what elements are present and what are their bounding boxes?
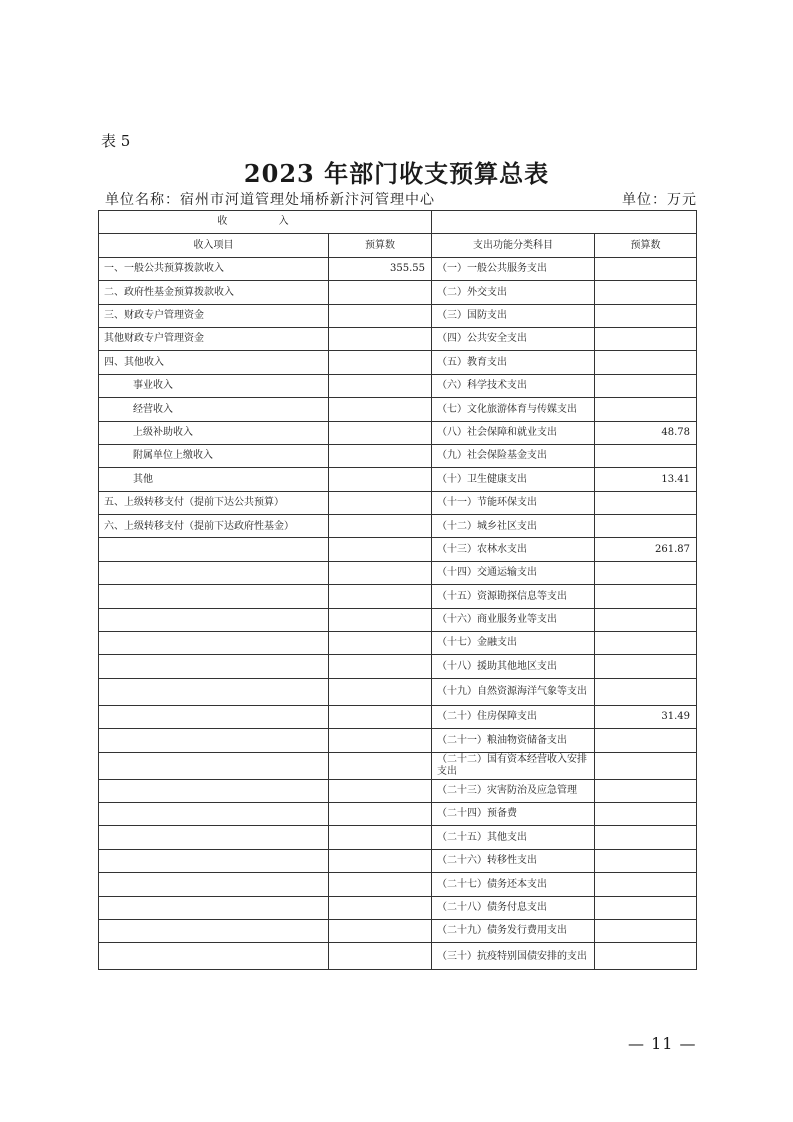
expense-item-cell: （十四）交通运输支出	[432, 561, 595, 584]
expense-item-cell: （十）卫生健康支出	[432, 468, 595, 491]
page-title: 2023 年部门收支预算总表	[243, 159, 550, 188]
expense-item-cell: （十三）农林水支出	[432, 538, 595, 561]
income-item-cell: 五、上级转移支付（提前下达公共预算）	[99, 491, 329, 514]
table-row	[99, 873, 697, 896]
table-row	[99, 398, 697, 421]
income-value-cell	[329, 561, 432, 584]
income-value-cell	[329, 919, 432, 942]
expense-value-cell	[595, 849, 697, 872]
expense-item-cell: （二）外交支出	[432, 281, 595, 304]
income-value-cell	[329, 705, 432, 728]
table-row	[99, 515, 697, 538]
expense-item-cell: （五）教育支出	[432, 351, 595, 374]
expense-value-cell	[595, 729, 697, 752]
table-group-header	[99, 211, 697, 234]
expense-value-cell	[595, 585, 697, 608]
income-item-cell	[99, 943, 329, 970]
table-row	[99, 374, 697, 397]
income-item-cell: 一、一般公共预算拨款收入	[99, 257, 329, 280]
income-value-cell	[329, 515, 432, 538]
expense-value-cell	[595, 896, 697, 919]
expense-value-cell	[595, 779, 697, 802]
table-row	[99, 632, 697, 655]
income-value-cell	[329, 304, 432, 327]
income-value-cell	[329, 655, 432, 678]
expense-value-cell	[595, 351, 697, 374]
expense-value-cell	[595, 943, 697, 970]
expense-item-cell: （二十二）国有资本经营收入安排支出	[432, 752, 595, 779]
income-value-cell	[329, 802, 432, 825]
income-item-cell: 经营收入	[99, 398, 329, 421]
expense-item-cell: （四）公共安全支出	[432, 327, 595, 350]
table-row	[99, 281, 697, 304]
income-value-cell	[329, 826, 432, 849]
income-value-cell	[329, 632, 432, 655]
income-item-cell	[99, 561, 329, 584]
income-value-cell	[329, 729, 432, 752]
table-row	[99, 351, 697, 374]
expense-item-cell: （九）社会保险基金支出	[432, 444, 595, 467]
table-row	[99, 257, 697, 280]
expense-value-cell: 31.49	[595, 705, 697, 728]
expense-item-cell: （十二）城乡社区支出	[432, 515, 595, 538]
income-item-cell	[99, 752, 329, 779]
income-item-cell: 二、政府性基金预算拨款收入	[99, 281, 329, 304]
income-value-cell	[329, 327, 432, 350]
expense-value-cell	[595, 374, 697, 397]
table-row	[99, 705, 697, 728]
expense-value-cell	[595, 678, 697, 705]
income-value-cell	[329, 281, 432, 304]
income-item-cell	[99, 678, 329, 705]
expense-value-cell	[595, 752, 697, 779]
income-value-cell	[329, 678, 432, 705]
income-item-cell	[99, 849, 329, 872]
expense-value-cell	[595, 655, 697, 678]
income-item-cell: 三、财政专户管理资金	[99, 304, 329, 327]
table-row	[99, 468, 697, 491]
income-value-cell	[329, 943, 432, 970]
income-item-cell: 附属单位上缴收入	[99, 444, 329, 467]
expense-value-cell: 48.78	[595, 421, 697, 444]
income-value-cell	[329, 468, 432, 491]
expense-value-cell	[595, 398, 697, 421]
expense-item-cell: （三）国防支出	[432, 304, 595, 327]
income-item-cell: 四、其他收入	[99, 351, 329, 374]
income-value-cell	[329, 896, 432, 919]
expense-value-cell	[595, 257, 697, 280]
income-item-cell	[99, 729, 329, 752]
expense-item-cell: （三十）抗疫特别国债安排的支出	[432, 943, 595, 970]
expense-value-cell	[595, 444, 697, 467]
expense-item-cell: （二十四）预备费	[432, 802, 595, 825]
income-value-cell	[329, 849, 432, 872]
income-value-cell	[329, 538, 432, 561]
table-row	[99, 491, 697, 514]
expense-item-cell: （二十三）灾害防治及应急管理	[432, 779, 595, 802]
expense-value-cell	[595, 873, 697, 896]
page-number: — 11 —	[628, 1034, 697, 1053]
table-row	[99, 444, 697, 467]
income-item-cell	[99, 919, 329, 942]
expense-value-cell: 13.41	[595, 468, 697, 491]
income-value-cell	[329, 608, 432, 631]
expense-item-cell: （一）一般公共服务支出	[432, 257, 595, 280]
income-item-cell: 六、上级转移支付（提前下达政府性基金）	[99, 515, 329, 538]
expense-item-cell: （十六）商业服务业等支出	[432, 608, 595, 631]
expense-value-cell	[595, 802, 697, 825]
table-row	[99, 919, 697, 942]
expense-item-cell: （二十一）粮油物资储备支出	[432, 729, 595, 752]
expense-value-cell	[595, 327, 697, 350]
expense-value-cell: 261.87	[595, 538, 697, 561]
income-item-cell	[99, 655, 329, 678]
expense-item-cell: （二十八）债务付息支出	[432, 896, 595, 919]
table-row	[99, 752, 697, 779]
income-item-cell	[99, 705, 329, 728]
table-column-header	[99, 234, 697, 257]
table-row	[99, 538, 697, 561]
income-item-cell	[99, 873, 329, 896]
table-row	[99, 826, 697, 849]
table-row	[99, 304, 697, 327]
income-value-cell	[329, 779, 432, 802]
expense-value-cell	[595, 561, 697, 584]
income-value-cell	[329, 585, 432, 608]
income-value-cell	[329, 491, 432, 514]
table-row	[99, 802, 697, 825]
budget-table	[98, 210, 697, 970]
income-value-cell: 355.55	[329, 257, 432, 280]
table-row	[99, 655, 697, 678]
income-budget-header: 预算数	[329, 234, 432, 257]
income-value-cell	[329, 444, 432, 467]
unit-name: 单位名称：宿州市河道管理处埇桥新汴河管理中心	[105, 192, 435, 208]
expense-item-cell: （二十五）其他支出	[432, 826, 595, 849]
income-item-cell	[99, 632, 329, 655]
income-value-cell	[329, 374, 432, 397]
income-item-cell	[99, 802, 329, 825]
income-item-cell: 上级补助收入	[99, 421, 329, 444]
expense-item-cell: （二十）住房保障支出	[432, 705, 595, 728]
income-item-cell: 其他财政专户管理资金	[99, 327, 329, 350]
expense-value-cell	[595, 632, 697, 655]
expense-item-cell: （八）社会保障和就业支出	[432, 421, 595, 444]
expense-item-cell: （七）文化旅游体育与传媒支出	[432, 398, 595, 421]
unit-label: 单位：万元	[622, 192, 697, 208]
income-item-cell	[99, 896, 329, 919]
income-item-cell	[99, 779, 329, 802]
expense-value-cell	[595, 515, 697, 538]
expense-value-cell	[595, 304, 697, 327]
expense-value-cell	[595, 281, 697, 304]
expense-item-cell: （二十七）债务还本支出	[432, 873, 595, 896]
expense-item-cell: （十一）节能环保支出	[432, 491, 595, 514]
income-value-cell	[329, 398, 432, 421]
income-item-cell	[99, 585, 329, 608]
table-row	[99, 678, 697, 705]
income-item-header: 收入项目	[99, 234, 329, 257]
table-row	[99, 561, 697, 584]
table-row	[99, 896, 697, 919]
expense-value-cell	[595, 826, 697, 849]
expense-item-cell: （二十六）转移性支出	[432, 849, 595, 872]
table-row	[99, 849, 697, 872]
expense-item-cell: （十八）援助其他地区支出	[432, 655, 595, 678]
expense-item-cell: （六）科学技术支出	[432, 374, 595, 397]
expense-value-cell	[595, 919, 697, 942]
table-row	[99, 779, 697, 802]
table-row	[99, 327, 697, 350]
expense-item-cell: （十五）资源勘探信息等支出	[432, 585, 595, 608]
income-item-cell	[99, 538, 329, 561]
income-value-cell	[329, 421, 432, 444]
table-number: 表 5	[101, 132, 131, 150]
table-row	[99, 943, 697, 970]
expense-group-header	[432, 211, 697, 234]
expense-value-cell	[595, 491, 697, 514]
income-group-header: 收 入	[99, 211, 432, 234]
table-row	[99, 585, 697, 608]
table-row	[99, 729, 697, 752]
expense-value-cell	[595, 608, 697, 631]
income-value-cell	[329, 752, 432, 779]
table-row	[99, 608, 697, 631]
expense-item-cell: （十九）自然资源海洋气象等支出	[432, 678, 595, 705]
income-item-cell	[99, 608, 329, 631]
income-item-cell: 事业收入	[99, 374, 329, 397]
income-value-cell	[329, 351, 432, 374]
income-item-cell: 其他	[99, 468, 329, 491]
table-row	[99, 421, 697, 444]
income-item-cell	[99, 826, 329, 849]
expense-item-cell: （二十九）债务发行费用支出	[432, 919, 595, 942]
expense-item-header: 支出功能分类科目	[432, 234, 595, 257]
income-value-cell	[329, 873, 432, 896]
expense-item-cell: （十七）金融支出	[432, 632, 595, 655]
expense-budget-header: 预算数	[595, 234, 697, 257]
